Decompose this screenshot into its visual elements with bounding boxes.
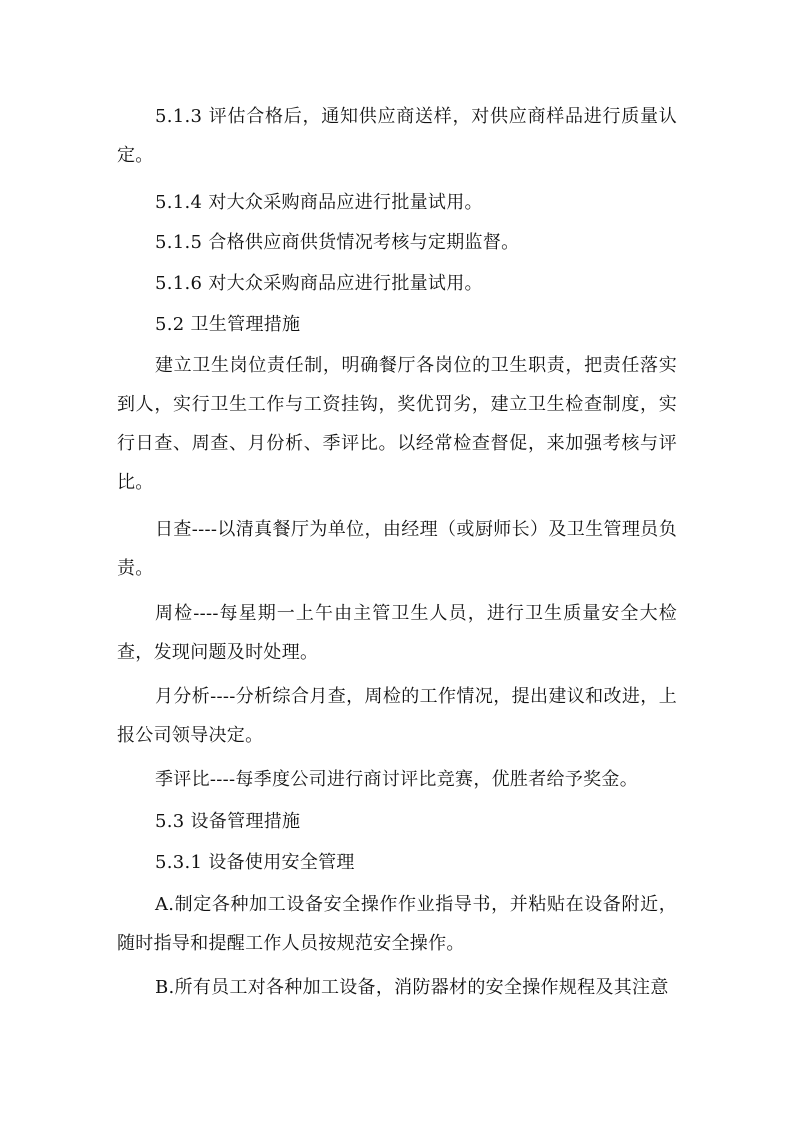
paragraph-hygiene-responsibility: 建立卫生岗位责任制，明确餐厅各岗位的卫生职责，把责任落实到人，实行卫生工作与工资挂钩，奖优罚劣，建立卫生检查制度，实行日查、周查、月份析、季评比。以经常检查督促，来加强考核与评比。 (117, 355, 677, 493)
heading-5-3: 5.3 设备管理措施 (155, 811, 301, 832)
paragraph-5-1-6: 5.1.6 对大众采购商品应进行批量试用。 (155, 273, 483, 294)
paragraph-item-a: A.制定各种加工设备安全操作作业指导书，并粘贴在设备附近，随时指导和提醒工作人员按规范安全操作。 (117, 894, 677, 954)
paragraph-weekly-check: 周检----每星期一上午由主管卫生人员，进行卫生质量安全大检查，发现问题及时处理。 (117, 603, 677, 663)
paragraph-5-1-4: 5.1.4 对大众采购商品应进行批量试用。 (155, 192, 483, 213)
paragraph-5-1-5: 5.1.5 合格供应商供货情况考核与定期监督。 (155, 232, 520, 253)
paragraph-monthly-analysis: 月分析----分析综合月查，周检的工作情况，提出建议和改进，上报公司领导决定。 (117, 686, 677, 746)
paragraph-daily-check: 日查----以清真餐厅为单位，由经理（或厨师长）及卫生管理员负责。 (117, 519, 677, 579)
heading-5-3-1: 5.3.1 设备使用安全管理 (155, 852, 355, 873)
paragraph-5-1-3: 5.1.3 评估合格后，通知供应商送样，对供应商样品进行质量认定。 (117, 106, 677, 166)
paragraph-quarterly-review: 季评比----每季度公司进行商讨评比竞赛，优胜者给予奖金。 (155, 769, 639, 790)
paragraph-item-b: B.所有员工对各种加工设备，消防器材的安全操作规程及其注意 (155, 977, 669, 998)
heading-5-2: 5.2 卫生管理措施 (155, 314, 301, 335)
